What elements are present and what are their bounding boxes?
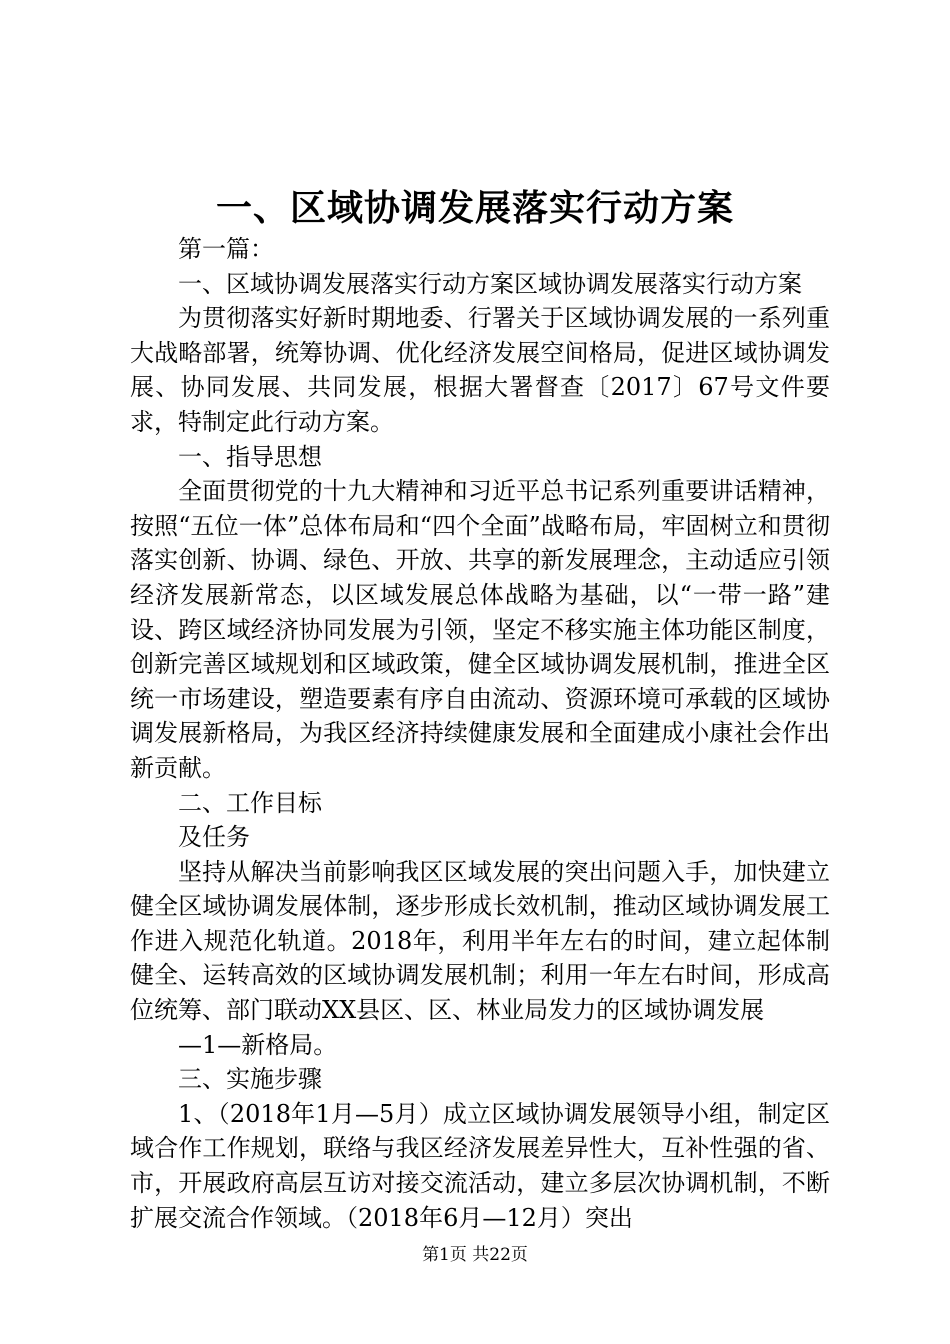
document-title: 一、区域协调发展落实行动方案 <box>215 188 734 229</box>
paragraph-work-goals: 坚持从解决当前影响我区区域发展的突出问题入手，加快建立健全区域协调发展体制，逐步形成长效机制，推动区域协调发展工作进入规范化轨道。2018年，利用半年左右的时间，建立起体制健全、运转高效的区域协调发展机制；利用一年左右时间，形成高位统筹、部门联动XX县区、区、林业局发力的区域协调发展 <box>130 857 830 1025</box>
paragraph-subtitle: 一、区域协调发展落实行动方案区域协调发展落实行动方案 <box>178 269 802 298</box>
paragraph-section-label: 第一篇： <box>178 235 274 263</box>
paragraph-intro: 为贯彻落实好新时期地委、行署关于区域协调发展的一系列重大战略部署，统筹协调、优化经济发展空间格局，促进区域协调发展、协同发展、共同发展，根据大署督查〔2017〕67号文件要求，特制定此行动方案。 <box>130 304 830 436</box>
heading-implementation-steps: 三、实施步骤 <box>178 1065 322 1094</box>
heading-work-goals: 二、工作目标 <box>178 788 322 817</box>
heading-work-goals-continued: 及任务 <box>178 823 250 852</box>
heading-guiding-ideology: 一、指导思想 <box>178 442 322 471</box>
page-footer: 第1页 共22页 <box>422 1245 528 1265</box>
paragraph-page-marker: —1—新格局。 <box>178 1030 338 1059</box>
document-body <box>130 232 830 1235</box>
paragraph-implementation-steps: 1、（2018年1月—5月）成立区域协调发展领导小组，制定区域合作工作规划，联络与我区经济发展差异性大，互补性强的省、市，开展政府高层互访对接交流活动，建立多层次协调机制，不断扩展交流合作领域。（2018年6月—12月）突出 <box>130 1099 830 1232</box>
paragraph-guiding-ideology: 全面贯彻党的十九大精神和习近平总书记系列重要讲话精神，按照“五位一体”总体布局和“四个全面”战略布局，牢固树立和贯彻落实创新、协调、绿色、开放、共享的新发展理念，主动适应引领经济发展新常态，以区域发展总体战略为基础，以“一带一路”建设、跨区域经济协同发展为引领，坚定不移实施主体功能区制度，创新完善区域规划和区域政策，健全区域协调发展机制，推进全区统一市场建设，塑造要素有序自由流动、资源环境可承载的区域协调发展新格局，为我区经济持续健康发展和全面建成小康社会作出新贡献。 <box>130 477 830 782</box>
